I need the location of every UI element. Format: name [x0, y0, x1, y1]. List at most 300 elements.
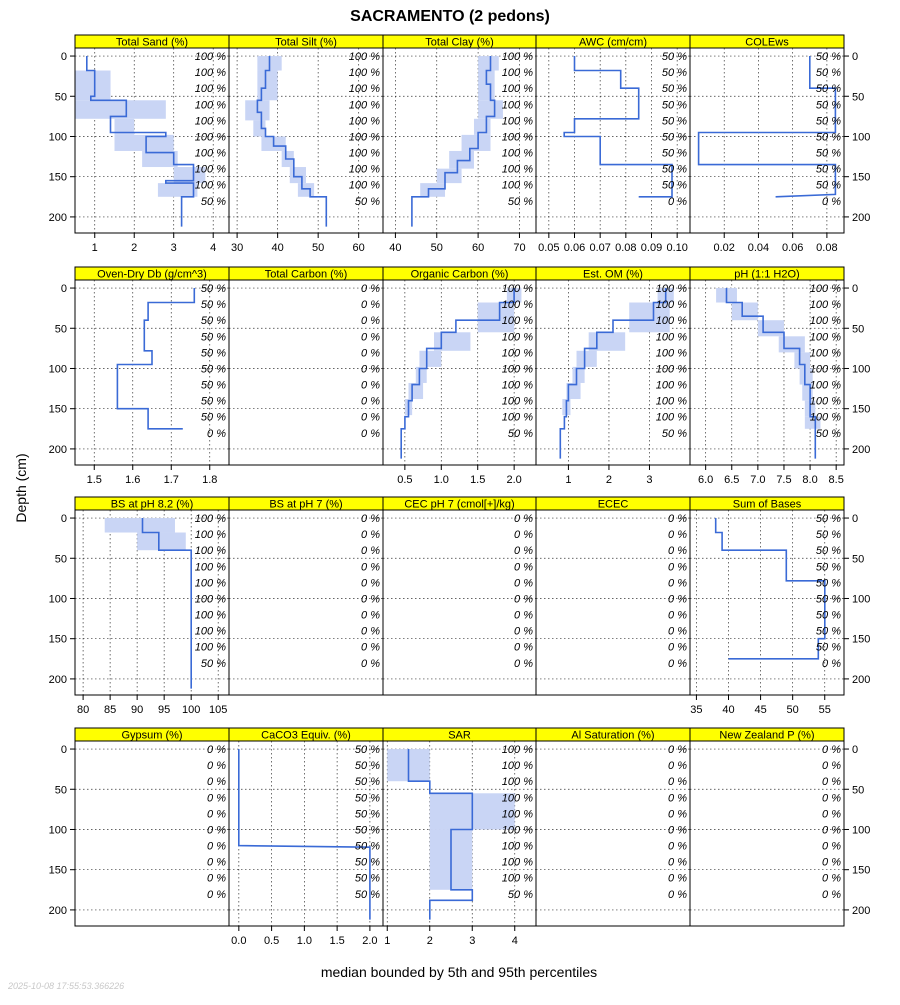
percent-annotation: 100 % [655, 395, 687, 408]
y-tick-label: 100 [48, 363, 67, 376]
panel-content [412, 56, 503, 227]
percent-annotation: 0 % [207, 840, 226, 853]
x-tick-label: 1.5 [329, 935, 345, 947]
percent-annotation: 100 % [348, 179, 380, 192]
y-tick-label: 50 [852, 323, 865, 336]
percent-annotation: 50 % [661, 163, 687, 176]
percent-annotation: 100 % [501, 315, 533, 328]
percent-annotation: 100 % [809, 395, 841, 408]
x-tick-label: 1.5 [86, 474, 102, 486]
percent-annotation: 100 % [501, 283, 533, 296]
percent-annotation: 100 % [194, 67, 226, 80]
percent-annotation: 0 % [514, 513, 533, 526]
chart-title: SACRAMENTO (2 pedons) [350, 8, 550, 25]
percent-annotation: 0 % [822, 824, 841, 837]
percent-annotation: 100 % [348, 99, 380, 112]
panel-title: Total Carbon (%) [264, 268, 348, 281]
percent-annotation: 0 % [668, 792, 687, 805]
x-tick-label: 0.02 [713, 242, 735, 254]
percent-annotation: 0 % [207, 808, 226, 821]
percent-annotation: 50 % [200, 395, 226, 408]
y-tick-label: 100 [852, 593, 871, 606]
y-tick-label: 200 [48, 904, 67, 917]
percent-annotation: 0 % [207, 427, 226, 440]
percent-annotation: 0 % [514, 545, 533, 558]
percent-annotation: 50 % [815, 529, 841, 542]
percent-annotation: 0 % [668, 641, 687, 654]
percent-annotation: 0 % [514, 641, 533, 654]
panel-title: pH (1:1 H2O) [734, 268, 800, 281]
panel-content [699, 56, 836, 197]
percent-annotation: 0 % [822, 808, 841, 821]
percent-annotation: 100 % [194, 163, 226, 176]
percent-annotation: 100 % [194, 593, 226, 606]
y-tick-label: 150 [48, 633, 67, 646]
percent-annotation: 0 % [361, 513, 380, 526]
percentile-band [577, 351, 597, 367]
percentile-band [758, 320, 784, 336]
y-tick-label: 150 [852, 403, 871, 416]
x-tick-label: 6.5 [724, 474, 740, 486]
y-tick-label: 100 [852, 131, 871, 144]
x-tick-label: 1.5 [470, 474, 486, 486]
percent-annotation: 0 % [822, 856, 841, 869]
percent-annotation: 50 % [200, 347, 226, 360]
timestamp-label: 2025-10-08 17:55:53.366226 [8, 981, 125, 991]
percent-annotation: 100 % [501, 395, 533, 408]
percent-annotation: 0 % [361, 283, 380, 296]
percent-annotation: 0 % [361, 609, 380, 622]
x-tick-label: 70 [513, 242, 526, 254]
percent-annotation: 50 % [815, 641, 841, 654]
percent-annotation: 100 % [348, 51, 380, 64]
x-tick-label: 4 [210, 242, 217, 254]
x-tick-label: 1 [565, 474, 572, 486]
percent-annotation: 50 % [815, 513, 841, 526]
median-line [716, 518, 825, 659]
percent-annotation: 0 % [361, 411, 380, 424]
panel-title: BS at pH 8.2 (%) [110, 498, 194, 511]
percent-annotation: 0 % [207, 888, 226, 901]
percent-annotation: 100 % [501, 744, 533, 757]
percent-annotation: 100 % [501, 363, 533, 376]
percent-annotation: 0 % [361, 427, 380, 440]
x-tick-label: 1.6 [125, 474, 141, 486]
y-tick-label: 50 [54, 784, 67, 797]
percent-annotation: 50 % [661, 115, 687, 128]
panel-title: CEC pH 7 (cmol[+]/kg) [404, 498, 515, 511]
percent-annotation: 50 % [354, 808, 380, 821]
x-tick-label: 2 [605, 474, 613, 486]
x-tick-label: 30 [230, 242, 244, 254]
x-tick-label: 55 [818, 704, 831, 716]
median-line [564, 56, 672, 197]
panel-title: Total Sand (%) [115, 36, 189, 49]
percent-annotation: 0 % [207, 776, 226, 789]
percentile-band [158, 183, 197, 197]
percent-annotation: 0 % [668, 824, 687, 837]
percent-annotation: 100 % [809, 363, 841, 376]
percent-annotation: 100 % [501, 760, 533, 773]
x-tick-label: 1 [91, 242, 98, 254]
percent-annotation: 100 % [194, 609, 226, 622]
y-tick-label: 200 [48, 443, 67, 456]
percent-annotation: 50 % [815, 99, 841, 112]
panel-border [536, 741, 690, 926]
panel-content [716, 518, 825, 659]
percentile-band [105, 518, 175, 532]
percentile-band [137, 533, 186, 551]
percent-annotation: 0 % [514, 609, 533, 622]
percent-annotation: 0 % [361, 641, 380, 654]
percent-annotation: 0 % [361, 395, 380, 408]
x-tick-label: 0.07 [589, 242, 611, 254]
percent-annotation: 0 % [668, 856, 687, 869]
panel-content [105, 518, 191, 689]
y-tick-label: 150 [48, 403, 67, 416]
panel-7 [229, 267, 383, 465]
panel-border [536, 510, 690, 695]
percent-annotation: 0 % [514, 529, 533, 542]
percentile-band [290, 167, 306, 183]
y-tick-label: 200 [852, 904, 871, 917]
percent-annotation: 100 % [194, 179, 226, 192]
percent-annotation: 50 % [661, 51, 687, 64]
percent-annotation: 100 % [501, 67, 533, 80]
x-tick-label: 45 [754, 704, 767, 716]
percent-annotation: 0 % [361, 593, 380, 606]
percent-annotation: 0 % [668, 744, 687, 757]
x-tick-label: 8.0 [802, 474, 818, 486]
percentile-band [419, 351, 441, 367]
y-tick-label: 0 [60, 744, 67, 757]
x-tick-label: 8.5 [828, 474, 844, 486]
percentile-band [257, 71, 277, 101]
panel-5 [690, 35, 870, 254]
percent-annotation: 100 % [809, 379, 841, 392]
x-tick-label: 1.0 [296, 935, 313, 947]
percent-annotation: 100 % [348, 115, 380, 128]
percent-annotation: 50 % [354, 872, 380, 885]
percent-annotation: 0 % [514, 577, 533, 590]
percent-annotation: 100 % [194, 561, 226, 574]
percent-annotation: 0 % [514, 561, 533, 574]
percent-annotation: 100 % [194, 545, 226, 558]
x-axis-label: median bounded by 5th and 95th percentiles [320, 964, 598, 980]
percent-annotation: 50 % [815, 115, 841, 128]
x-tick-label: 85 [103, 704, 117, 716]
panel-4 [536, 35, 690, 254]
percent-annotation: 100 % [348, 83, 380, 96]
percent-annotation: 100 % [501, 83, 533, 96]
percent-annotation: 0 % [361, 529, 380, 542]
panel-17 [229, 728, 383, 947]
percent-annotation: 0 % [822, 840, 841, 853]
panel-11 [49, 497, 229, 716]
percent-annotation: 50 % [815, 609, 841, 622]
percent-annotation: 0 % [361, 561, 380, 574]
median-line [117, 288, 194, 429]
x-tick-label: 50 [430, 242, 443, 254]
x-tick-label: 0.05 [538, 242, 560, 254]
panel-20 [690, 728, 870, 926]
y-tick-label: 150 [48, 864, 67, 877]
panel-2 [229, 35, 383, 254]
percent-annotation: 100 % [501, 131, 533, 144]
percent-annotation: 100 % [501, 99, 533, 112]
percent-annotation: 100 % [501, 776, 533, 789]
percentile-band [732, 303, 758, 321]
percent-annotation: 0 % [361, 545, 380, 558]
percent-annotation: 50 % [815, 427, 841, 440]
y-tick-label: 100 [48, 593, 67, 606]
percent-annotation: 50 % [661, 147, 687, 160]
percent-annotation: 100 % [809, 283, 841, 296]
x-tick-label: 0.06 [563, 242, 586, 254]
y-tick-label: 150 [852, 864, 871, 877]
panel-9 [536, 267, 690, 486]
panel-10 [690, 267, 870, 486]
percent-annotation: 100 % [501, 115, 533, 128]
percent-annotation: 100 % [501, 411, 533, 424]
percent-annotation: 50 % [661, 179, 687, 192]
percent-annotation: 50 % [354, 776, 380, 789]
x-tick-label: 1.8 [202, 474, 218, 486]
panel-content [117, 288, 194, 429]
panel-title: COLEws [745, 36, 789, 49]
percent-annotation: 100 % [194, 83, 226, 96]
percent-annotation: 0 % [361, 315, 380, 328]
panel-title: Al Saturation (%) [571, 729, 655, 742]
percent-annotation: 0 % [207, 744, 226, 757]
panel-content [564, 56, 672, 197]
percent-annotation: 0 % [668, 545, 687, 558]
panel-title: CaCO3 Equiv. (%) [261, 729, 351, 742]
y-tick-label: 100 [852, 824, 871, 837]
percent-annotation: 100 % [194, 115, 226, 128]
percent-annotation: 100 % [809, 347, 841, 360]
percent-annotation: 100 % [501, 856, 533, 869]
percent-annotation: 100 % [501, 808, 533, 821]
y-tick-label: 50 [852, 553, 865, 566]
percent-annotation: 100 % [809, 315, 841, 328]
percent-annotation: 50 % [200, 315, 226, 328]
percent-annotation: 100 % [348, 163, 380, 176]
percent-annotation: 50 % [507, 195, 533, 208]
percent-annotation: 0 % [361, 379, 380, 392]
percent-annotation: 100 % [655, 411, 687, 424]
x-tick-label: 7.0 [750, 474, 766, 486]
percent-annotation: 0 % [668, 195, 687, 208]
percent-annotation: 100 % [348, 67, 380, 80]
panel-title: SAR [448, 729, 471, 742]
y-tick-label: 0 [60, 283, 67, 296]
x-tick-label: 7.5 [776, 474, 792, 486]
x-tick-label: 35 [690, 704, 703, 716]
y-tick-label: 150 [48, 171, 67, 184]
percent-annotation: 0 % [668, 888, 687, 901]
percent-annotation: 0 % [822, 776, 841, 789]
percent-annotation: 0 % [514, 625, 533, 638]
x-tick-label: 1.7 [163, 474, 179, 486]
percent-annotation: 0 % [361, 347, 380, 360]
panel-title: New Zealand P (%) [719, 729, 815, 742]
y-tick-label: 0 [852, 51, 859, 64]
percent-annotation: 100 % [809, 299, 841, 312]
y-tick-label: 150 [852, 171, 871, 184]
x-tick-label: 60 [352, 242, 365, 254]
percent-annotation: 50 % [200, 379, 226, 392]
percent-annotation: 50 % [200, 331, 226, 344]
x-tick-label: 0.0 [231, 935, 247, 947]
percent-annotation: 50 % [815, 179, 841, 192]
percent-annotation: 0 % [822, 792, 841, 805]
percent-annotation: 100 % [501, 379, 533, 392]
percent-annotation: 0 % [361, 299, 380, 312]
panel-16 [49, 728, 229, 926]
x-tick-label: 0.08 [816, 242, 838, 254]
percent-annotation: 0 % [668, 561, 687, 574]
percent-annotation: 100 % [655, 379, 687, 392]
percent-annotation: 0 % [514, 593, 533, 606]
percent-annotation: 100 % [501, 179, 533, 192]
y-tick-label: 50 [54, 553, 67, 566]
percent-annotation: 50 % [815, 131, 841, 144]
y-tick-label: 0 [852, 283, 859, 296]
y-tick-label: 200 [852, 443, 871, 456]
median-line [699, 56, 836, 197]
panel-3 [383, 35, 536, 254]
x-tick-label: 3 [469, 935, 476, 947]
percent-annotation: 100 % [655, 331, 687, 344]
panel-border [75, 741, 229, 926]
percent-annotation: 50 % [354, 856, 380, 869]
y-tick-label: 200 [48, 211, 67, 224]
percent-annotation: 50 % [815, 83, 841, 96]
y-tick-label: 200 [852, 673, 871, 686]
percent-annotation: 0 % [668, 609, 687, 622]
percent-annotation: 0 % [822, 744, 841, 757]
y-tick-label: 200 [852, 211, 871, 224]
x-tick-label: 2.0 [362, 935, 378, 947]
panel-border [229, 510, 383, 695]
percent-annotation: 100 % [501, 51, 533, 64]
panel-title: Sum of Bases [732, 498, 802, 511]
x-tick-label: 0.09 [640, 242, 663, 254]
percent-annotation: 0 % [207, 856, 226, 869]
percent-annotation: 50 % [200, 363, 226, 376]
percent-annotation: 0 % [822, 872, 841, 885]
x-tick-label: 0.5 [263, 935, 280, 947]
panel-title: Total Silt (%) [275, 36, 337, 49]
panel-12 [229, 497, 383, 695]
percent-annotation: 0 % [822, 195, 841, 208]
x-tick-label: 80 [76, 704, 90, 716]
percent-annotation: 100 % [194, 641, 226, 654]
panel-8 [383, 267, 536, 486]
percent-annotation: 50 % [815, 147, 841, 160]
percent-annotation: 0 % [822, 657, 841, 670]
percent-annotation: 100 % [501, 147, 533, 160]
percent-annotation: 50 % [354, 824, 380, 837]
panel-border [690, 741, 844, 926]
percent-annotation: 50 % [354, 792, 380, 805]
panel-title: ECEC [597, 498, 629, 511]
percent-annotation: 0 % [668, 808, 687, 821]
x-tick-label: 0.10 [666, 242, 688, 254]
percent-annotation: 50 % [815, 163, 841, 176]
y-tick-label: 50 [852, 784, 865, 797]
percent-annotation: 0 % [361, 625, 380, 638]
percent-annotation: 50 % [200, 195, 226, 208]
percent-annotation: 0 % [668, 840, 687, 853]
percent-annotation: 50 % [815, 67, 841, 80]
percent-annotation: 0 % [822, 888, 841, 901]
percent-annotation: 100 % [655, 363, 687, 376]
panel-border [229, 280, 383, 465]
x-tick-label: 50 [786, 704, 799, 716]
percentile-band [779, 336, 805, 352]
y-tick-label: 0 [60, 51, 67, 64]
percent-annotation: 100 % [194, 529, 226, 542]
panel-title: Organic Carbon (%) [410, 268, 509, 281]
percentile-band [478, 56, 499, 70]
y-tick-label: 100 [48, 131, 67, 144]
y-tick-label: 0 [60, 513, 67, 526]
x-tick-label: 40 [389, 242, 402, 254]
percent-annotation: 0 % [668, 625, 687, 638]
percent-annotation: 0 % [668, 529, 687, 542]
percent-annotation: 50 % [200, 299, 226, 312]
percent-annotation: 0 % [668, 872, 687, 885]
percent-annotation: 0 % [361, 577, 380, 590]
y-tick-label: 0 [852, 744, 859, 757]
percent-annotation: 50 % [815, 51, 841, 64]
x-tick-label: 3 [646, 474, 653, 486]
percent-annotation: 100 % [348, 131, 380, 144]
percent-annotation: 100 % [501, 299, 533, 312]
percent-annotation: 100 % [501, 840, 533, 853]
percent-annotation: 0 % [207, 760, 226, 773]
y-tick-label: 100 [48, 824, 67, 837]
x-tick-label: 3 [170, 242, 177, 254]
percent-annotation: 50 % [661, 99, 687, 112]
y-tick-label: 100 [852, 363, 871, 376]
percent-annotation: 100 % [194, 577, 226, 590]
percent-annotation: 100 % [194, 99, 226, 112]
percent-annotation: 50 % [507, 888, 533, 901]
x-tick-label: 0.5 [397, 474, 413, 486]
panel-6 [49, 267, 229, 486]
percent-annotation: 0 % [207, 792, 226, 805]
percent-annotation: 50 % [661, 67, 687, 80]
percent-annotation: 100 % [655, 347, 687, 360]
x-tick-label: 105 [209, 704, 228, 716]
y-tick-label: 150 [852, 633, 871, 646]
x-tick-label: 90 [131, 704, 144, 716]
percent-annotation: 100 % [501, 792, 533, 805]
panel-title: BS at pH 7 (%) [269, 498, 343, 511]
percent-annotation: 100 % [655, 315, 687, 328]
percent-annotation: 100 % [194, 131, 226, 144]
panel-1 [49, 35, 229, 254]
percent-annotation: 50 % [815, 561, 841, 574]
percent-annotation: 100 % [194, 51, 226, 64]
percent-annotation: 0 % [668, 513, 687, 526]
panel-13 [383, 497, 536, 695]
x-tick-label: 0.08 [615, 242, 637, 254]
percent-annotation: 0 % [668, 776, 687, 789]
